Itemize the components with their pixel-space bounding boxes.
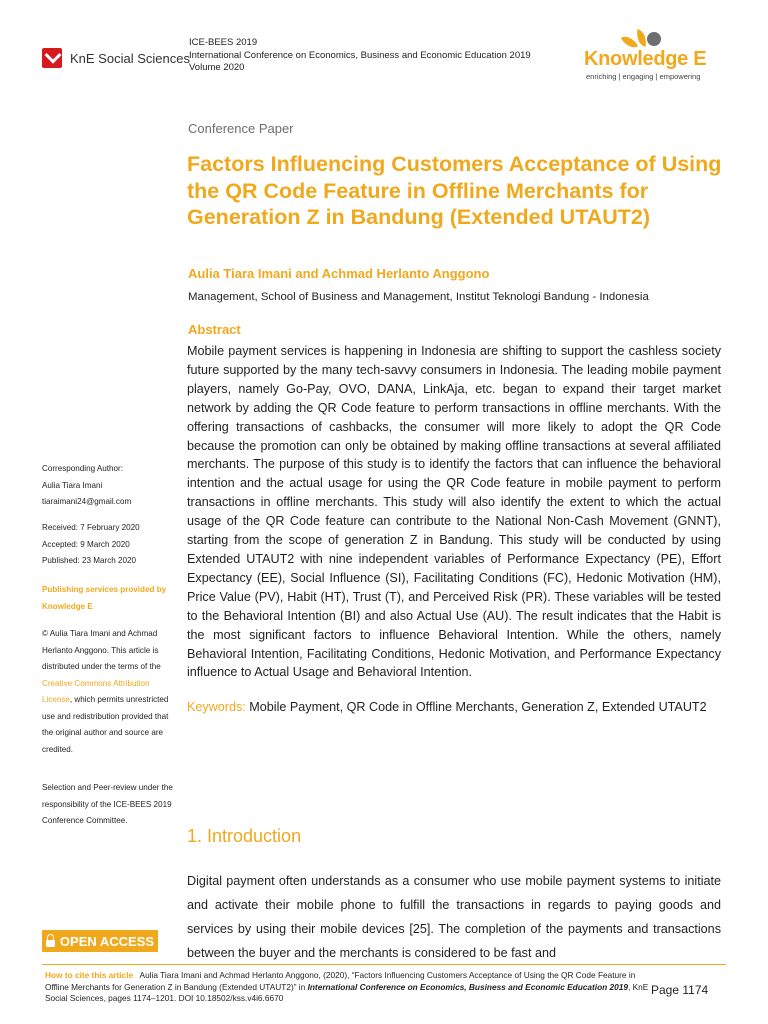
conference-full: International Conference on Economics, Business and Economic Education 2019 <box>189 49 531 61</box>
intro-text: Digital payment often understands as a consumer who use mobile payment systems to initiate and activate their mobile phone to fulfill the transactions in regards to paying goods and services by using their mobile devices [25]. The completion of the payments and transactions between the buyer and the merchants is considered to be fast and <box>187 874 721 960</box>
paper-title: Factors Influencing Customers Acceptance of Using the QR Code Feature in Offline Merchants for Generation Z in Bandung (Extended UTAUT2) <box>187 152 722 229</box>
cite-text-1: Aulia Tiara Imani and Achmad Herlanto Anggono, (2020), “Factors Influencing Customers Acceptance of Using the QR Code Feature in Offline Merchants for Generation Z in Bandung (Extended UTAUT2)” in <box>45 970 636 992</box>
kne-logo-text: KnE Social Sciences <box>70 50 190 66</box>
kne-logo <box>42 48 190 68</box>
lock-icon <box>46 940 55 947</box>
corr-name: Aulia Tiara Imani <box>42 480 103 490</box>
cite-label: How to cite this article <box>45 970 134 980</box>
page-number: Page 1174 <box>651 983 709 997</box>
conference-info <box>189 37 531 75</box>
publishing-services: Publishing services provided by Knowledge E <box>42 585 167 611</box>
dates <box>42 520 177 570</box>
keywords-text: Mobile Payment, QR Code in Offline Merchants, Generation Z, Extended UTAUT2 <box>249 700 707 714</box>
knowledge-e-logo <box>584 28 724 90</box>
license-post: , which permits unrestricted use and redistribution provided that the original author and source are credited. <box>42 695 169 754</box>
kne-check-icon <box>42 48 62 68</box>
citation <box>45 970 660 1005</box>
keywords-label: Keywords: <box>187 700 246 714</box>
conference-short: ICE-BEES 2019 <box>189 37 258 48</box>
license-pre: © Aulia Tiara Imani and Achmad Herlanto Anggono. This article is distributed under the terms of the <box>42 629 161 671</box>
accepted-date: Accepted: 9 March 2020 <box>42 539 130 549</box>
paper-type: Conference Paper <box>188 121 294 136</box>
footer-divider <box>42 964 726 965</box>
network-icon <box>647 32 661 46</box>
corr-label: Corresponding Author: <box>42 464 123 473</box>
abstract-text: Mobile payment services is happening in Indonesia are shifting to support the cashless society future supported by the many tech-savvy consumers in Indonesia. The leading mobile payment players, namely Go-Pay, OVO, DANA, LinkAja, etc. began to expand their target market network by adding the QR Code feature to perform transactions in offline merchants. With the offering transactions of cashbacks, the consumer will more likely to adopt the QR Code because the promotion can only be obtained by making offline transactions at several affiliated merchants. The purpose of this study is to identify the factors that can influence the behavioral intention and the actual usage for using the QR Code feature in mobile payment to perform transactions in offline merchants. This study will also identify the extent to which the actual usage of the QR Code feature can contribute to the National Non-Cash Movement (GNNT), starting from the scope of generation Z in Bandung. This study will be conducted by using Extended UTAUT2 with nine independent variables of Performance Expectancy (PE), Effort Expectancy (EE), Social Influence (SI), Facilitating Conditions (FC), Hedonic Motivation (HM), Price Value (PV), Habit (HT), Trust (T), and Perceived Risk (PR). These variables will be tested to the Behavioral Intention (BI) and also Actual Use (AU). The result indicates that the Habit is the most significant factors to influence Behavioral Intention. While the others, namely Behavioral Intention, Facilitating Conditions, Hedonic Motivation, and Performance Expectancy influence to Actual Usage and Behavioral Intention. <box>187 344 721 680</box>
license-statement <box>42 626 177 758</box>
paper-affiliation: Management, School of Business and Management, Institut Teknologi Bandung - Indonesia <box>188 291 649 303</box>
cite-italic: International Conference on Economics, Business and Economic Education 2019 <box>307 981 628 992</box>
license-link[interactable]: Creative Commons Attribution License <box>42 678 150 704</box>
intro-heading: 1. Introduction <box>187 826 302 846</box>
received-date: Received: 7 February 2020 <box>42 523 140 532</box>
keywords <box>187 698 721 717</box>
volume: Volume 2020 <box>189 62 245 73</box>
paper-authors: Aulia Tiara Imani and Achmad Herlanto Anggono <box>188 266 490 281</box>
publisher-logo-text: Knowledge E <box>584 48 707 70</box>
publisher-tagline: enriching | engaging | empowering <box>586 72 701 81</box>
corr-email[interactable]: tiaraimani24@gmail.com <box>42 497 132 506</box>
published-date: Published: 23 March 2020 <box>42 556 137 565</box>
cite-text-2: , KnE Social Sciences, pages 1174–1201. DOI 10.18502/kss.v4i6.6670 <box>45 981 649 1003</box>
open-access-label: OPEN ACCESS <box>59 933 155 949</box>
corresponding-author <box>42 461 177 511</box>
abstract-heading: Abstract <box>188 322 241 337</box>
peer-review-statement: Selection and Peer-review under the responsibility of the ICE-BEES 2019 Conference Committee. <box>42 783 173 825</box>
open-access-badge <box>42 930 158 952</box>
